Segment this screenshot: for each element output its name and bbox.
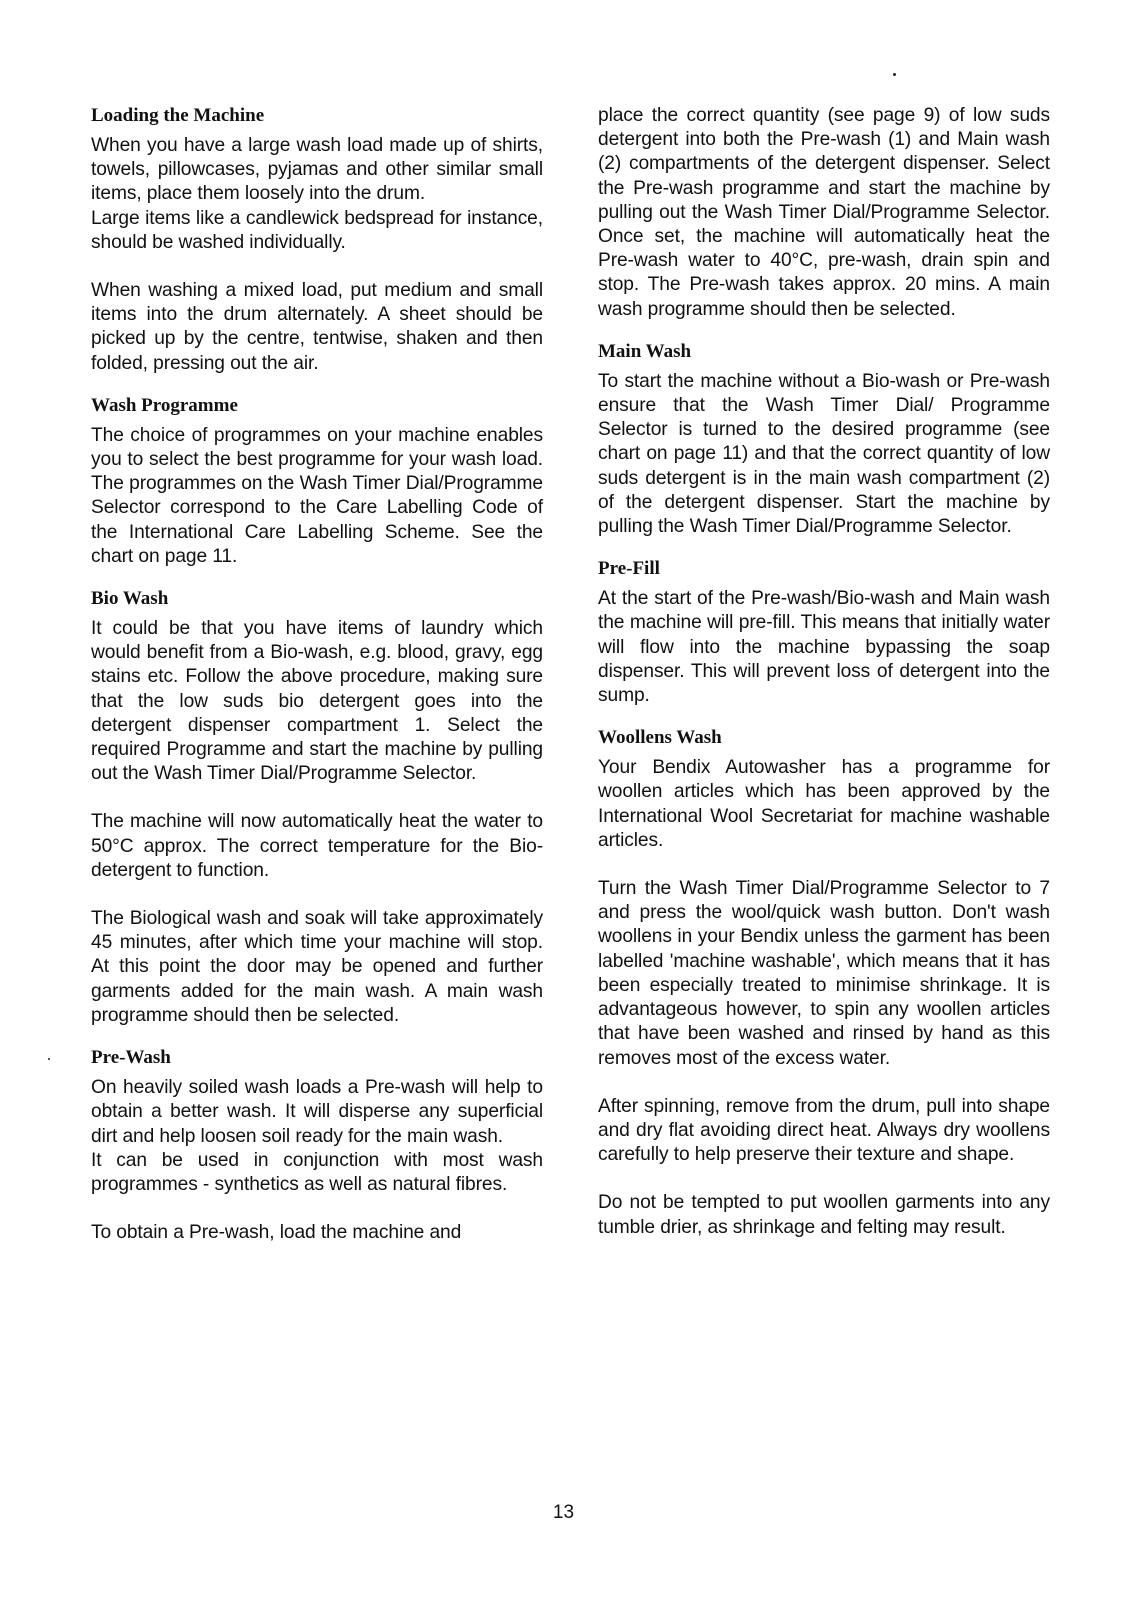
paragraph-main-wash-1: To start the machine without a Bio-wash or Pre-wash ensure that the Wash Timer Dial/ Programme Selector is turned to the desired programme (see chart on page 11) and that the correct quantity of low suds detergent is in the main wash compartment (2) of the detergent dispenser. Start the machine by pulling the Wash Timer Dial/Programme Selector.	[598, 370, 1050, 538]
paragraph-pre-fill-1: At the start of the Pre-wash/Bio-wash and Main wash the machine will pre-fill. This means that initially water will flow into the machine bypassing the soap dispenser. This will prevent loss of detergent into the sump.	[598, 588, 1050, 707]
heading-pre-fill: Pre-Fill	[598, 558, 660, 580]
paragraph-pre-wash-1: On heavily soiled wash loads a Pre-wash will help to obtain a better wash. It will disperse any superficial dirt and help loosen soil ready for the main wash.	[91, 1077, 543, 1147]
speck-mark	[48, 1058, 50, 1060]
paragraph-woollens-4: Do not be tempted to put woollen garments into any tumble drier, as shrinkage and felting may result.	[598, 1192, 1050, 1238]
heading-main-wash: Main Wash	[598, 340, 692, 362]
heading-woollens-wash: Woollens Wash	[598, 727, 722, 749]
heading-loading-the-machine: Loading the Machine	[91, 105, 265, 126]
left-column	[91, 104, 543, 1245]
paragraph-pre-wash-3: To obtain a Pre-wash, load the machine and	[91, 1222, 462, 1244]
heading-pre-wash: Pre-Wash	[91, 1047, 171, 1069]
paragraph-wash-programme-1: The choice of programmes on your machine enables you to select the best programme for your wash load. The programmes on the Wash Timer Dial/Programme Selector correspond to the Care Labelling Code of the International Care Labelling Scheme. See the chart on page 11.	[91, 424, 543, 567]
paragraph-pre-wash-continued: place the correct quantity (see page 9) of low suds detergent into both the Pre-wash (1) and Main wash (2) compartments of the detergent dispenser. Select the Pre-wash programme and start the machine by pulling out the Wash Timer Dial/Programme Selector. Once set, the machine will automatically heat the Pre-wash water to 40°C, pre-wash, drain spin and stop. The Pre-wash takes approx. 20 mins. A main wash programme should then be selected.	[598, 105, 1050, 320]
paragraph-pre-wash-2: It can be used in conjunction with most wash programmes - synthetics as well as natural fibres.	[91, 1149, 543, 1195]
paragraph-loading-2: Large items like a candlewick bedspread for instance, should be washed individually.	[91, 207, 543, 253]
paragraph-woollens-2: Turn the Wash Timer Dial/Programme Selector to 7 and press the wool/quick wash button. Don't wash woollens in your Bendix unless the garment has been labelled 'machine washable', which means that it has been especially treated to minimise shrinkage. It is advantageous however, to spin any woollen articles that have been washed and rinsed by hand as this removes most of the excess water.	[598, 878, 1050, 1069]
heading-bio-wash: Bio Wash	[91, 588, 169, 610]
paragraph-woollens-3: After spinning, remove from the drum, pull into shape and dry flat avoiding direct heat. Always dry woollens carefully to help preserve their texture and shape.	[598, 1095, 1050, 1166]
right-column	[598, 104, 1050, 1240]
speck-mark	[893, 73, 896, 76]
paragraph-loading-1: When you have a large wash load made up of shirts, towels, pillowcases, pyjamas and other similar small items, place them loosely into the drum.	[91, 135, 543, 205]
page-number: 13	[552, 1502, 575, 1523]
paragraph-woollens-1: Your Bendix Autowasher has a programme for woollen articles which has been approved by the International Wool Secretariat for machine washable articles.	[598, 757, 1050, 851]
paragraph-loading-3: When washing a mixed load, put medium and small items into the drum alternately. A sheet should be picked up by the centre, tentwise, shaken and then folded, pressing out the air.	[91, 280, 543, 374]
paragraph-bio-wash-1: It could be that you have items of laundry which would benefit from a Bio-wash, e.g. blood, gravy, egg stains etc. Follow the above procedure, making sure that the low suds bio detergent goes into the detergent dispenser compartment 1. Select the required Programme and start the machine by pulling out the Wash Timer Dial/Programme Selector.	[91, 618, 543, 785]
paragraph-bio-wash-3: The Biological wash and soak will take approximately 45 minutes, after which time your machine will stop. At this point the door may be opened and further garments added for the main wash. A main wash programme should then be selected.	[91, 908, 543, 1026]
heading-wash-programme: Wash Programme	[91, 394, 238, 416]
paragraph-bio-wash-2: The machine will now automatically heat the water to 50°C approx. The correct temperature for the Bio-detergent to function.	[91, 811, 543, 881]
